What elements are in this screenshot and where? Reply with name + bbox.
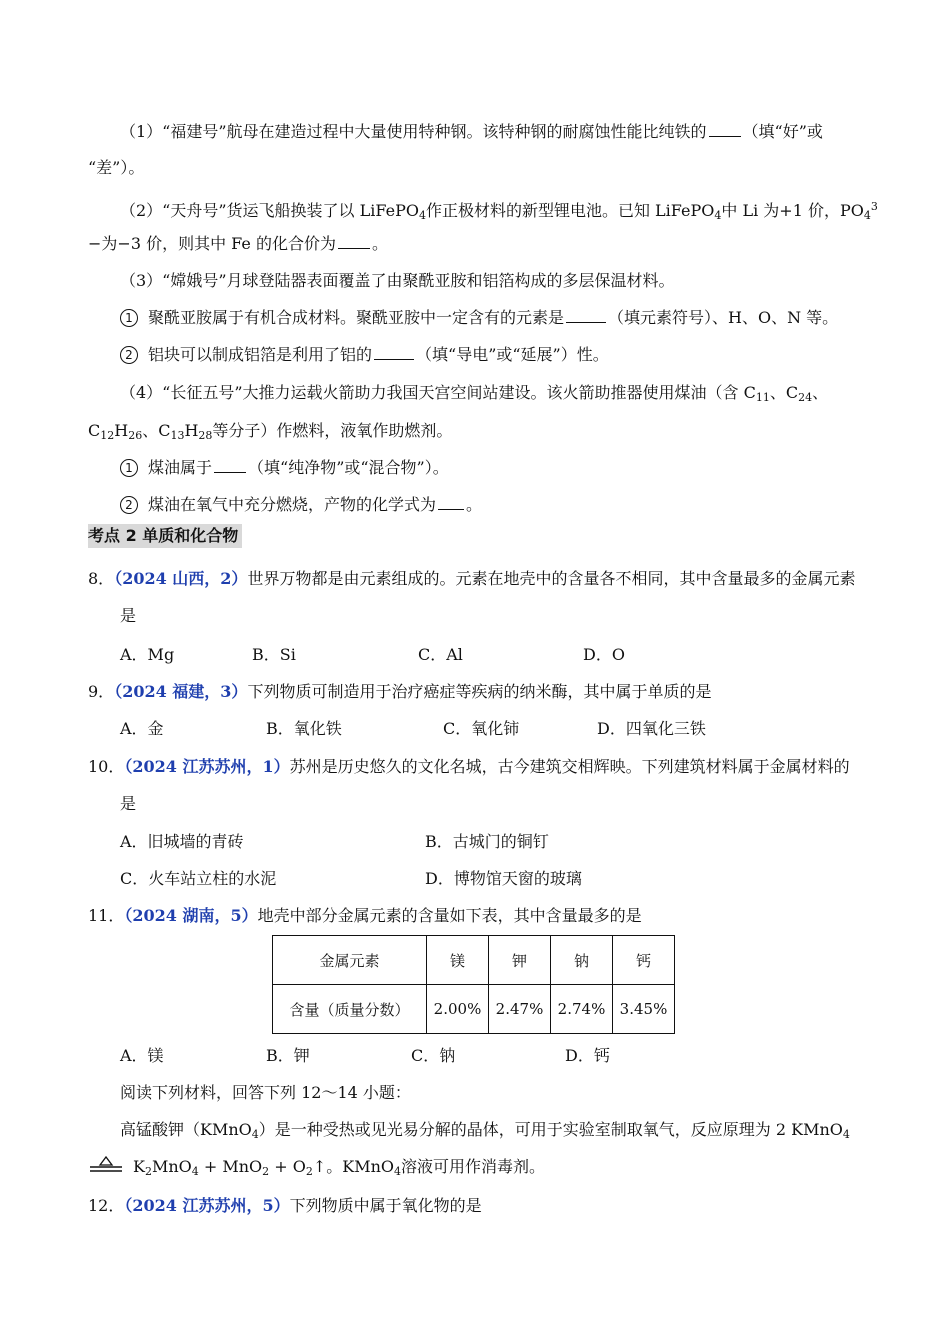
q7-part4-sub2: 2 煤油在氧气中充分燃烧，产物的化学式为 。 [120,494,482,516]
element-content-table [272,935,675,1034]
table-cell: 镁 [427,936,489,985]
q10-option-d[interactable]: D．博物馆天窗的玻璃 [425,869,582,888]
q9-option-d[interactable]: D．四氧化三铁 [597,719,706,738]
q7-part4-sub1: 1 煤油属于 （填“纯净物”或“混合物”）。 [120,457,449,479]
table-cell: 钠 [551,936,613,985]
q8-stem-cont: 是 [120,606,137,625]
q10-stem-cont: 是 [120,794,137,813]
q7-part3: （3）“嫦娥号”月球登陆器表面覆盖了由聚酰亚胺和铝箔构成的多层保温材料。 [120,271,675,290]
question-source: （2024 福建，3） [114,682,248,701]
q11-option-a[interactable]: A．镁 [120,1046,164,1065]
q11-option-b[interactable]: B．钾 [266,1046,310,1065]
q11-option-d[interactable]: D．钙 [565,1046,610,1065]
q7-part4-line2: $C_{12}H_{26}$、$C_{13}H_{28}$等分子）作燃料，液氧作助燃剂。 [88,421,453,442]
q8-option-a[interactable]: A．Mg [120,645,175,664]
q7-part2-line2: −为−3 价，则其中 Fe 的化合价为 。 [88,234,388,253]
question-source: （2024 山西，2） [114,569,248,588]
table-cell: 含量（质量分数） [273,985,427,1034]
answer-blank[interactable] [374,345,414,360]
q10-option-a[interactable]: A．旧城墙的青砖 [120,832,244,851]
reading-line2: $K_2MnO_4 + MnO_2$ + $O_2↑$。KMnO$_4$溶液可用作消毒剂。 [133,1157,546,1178]
q9-option-a[interactable]: A．金 [120,719,164,738]
table-cell: 金属元素 [273,936,427,985]
q11-stem: 11．（2024 湖南，5）地壳中部分金属元素的含量如下表，其中含量最多的是 [88,906,642,925]
q7-part1-line2: “差”）。 [88,158,145,177]
q8-stem: 8．（2024 山西，2）世界万物都是由元素组成的。元素在地壳中的含量各不相同，其中含量最多的金属元素 [88,569,856,588]
q8-option-c[interactable]: C．Al [418,645,463,664]
table-cell: 钙 [613,936,675,985]
q8-option-d[interactable]: D．O [583,645,625,664]
q7-part1-line1: （1）“福建号”航母在建造过程中大量使用特种钢。该特种钢的耐腐蚀性能比纯铁的 （填“好”或 [120,122,823,141]
q12-stem: 12．（2024 江苏苏州，5）下列物质中属于氧化物的是 [88,1196,482,1215]
table-cell: 2.47% [489,985,551,1034]
table-cell: 3.45% [613,985,675,1034]
question-source: （2024 江苏苏州，1） [124,757,290,776]
answer-blank[interactable] [338,234,370,249]
heat-condition-icon [88,1154,124,1176]
q7-part4-line1: （4）“长征五号”大推力运载火箭助力我国天宫空间站建设。该火箭助推器使用煤油（含 $C_{11}$、$C_{24}$、 [120,383,829,404]
question-source: （2024 湖南，5） [124,906,258,925]
question-source: （2024 江苏苏州，5） [124,1196,290,1215]
q10-option-b[interactable]: B．古城门的铜钉 [425,832,549,851]
q8-option-b[interactable]: B．Si [252,645,296,664]
q10-stem: 10．（2024 江苏苏州，1）苏州是历史悠久的文化名城，古今建筑交相辉映。下列建筑材料属于金属材料的 [88,757,850,776]
q7-part3-sub1: 1 聚酰亚胺属于有机合成材料。聚酰亚胺中一定含有的元素是 （填元素符号）、H、O、N 等。 [120,307,838,329]
q7-part2-line1: （2）“天舟号”货运飞船换装了以 LiFePO$_4$作正极材料的新型锂电池。已知 LiFePO$_4$中 Li 为+1 价，$PO_4^3$ [120,200,878,222]
answer-blank[interactable] [438,495,464,510]
q10-option-c[interactable]: C．火车站立柱的水泥 [120,869,277,888]
table-header-row [273,936,675,985]
circled-number-icon: 1 [120,309,138,327]
circled-number-icon: 2 [120,346,138,364]
q9-option-c[interactable]: C．氧化铈 [443,719,520,738]
table-cell: 2.00% [427,985,489,1034]
q9-option-b[interactable]: B．氧化铁 [266,719,342,738]
reading-line1: 高锰酸钾（KMnO$_4$）是一种受热或见光易分解的晶体，可用于实验室制取氧气，反应原理为 2 KMnO$_4$ [120,1120,850,1141]
section-header: 考点 2 单质和化合物 [88,524,242,548]
reading-intro: 阅读下列材料，回答下列 12～14 小题： [120,1083,411,1102]
q11-option-c[interactable]: C．钠 [411,1046,456,1065]
table-cell: 钾 [489,936,551,985]
q9-stem: 9．（2024 福建，3）下列物质可制造用于治疗癌症等疾病的纳米酶，其中属于单质的是 [88,682,712,701]
circled-number-icon: 2 [120,496,138,514]
circled-number-icon: 1 [120,459,138,477]
answer-blank[interactable] [214,458,246,473]
table-cell: 2.74% [551,985,613,1034]
answer-blank[interactable] [709,122,741,137]
q7-part3-sub2: 2 铝块可以制成铝箔是利用了铝的 （填“导电”或“延展”）性。 [120,344,609,366]
table-row [273,985,675,1034]
answer-blank[interactable] [566,308,606,323]
